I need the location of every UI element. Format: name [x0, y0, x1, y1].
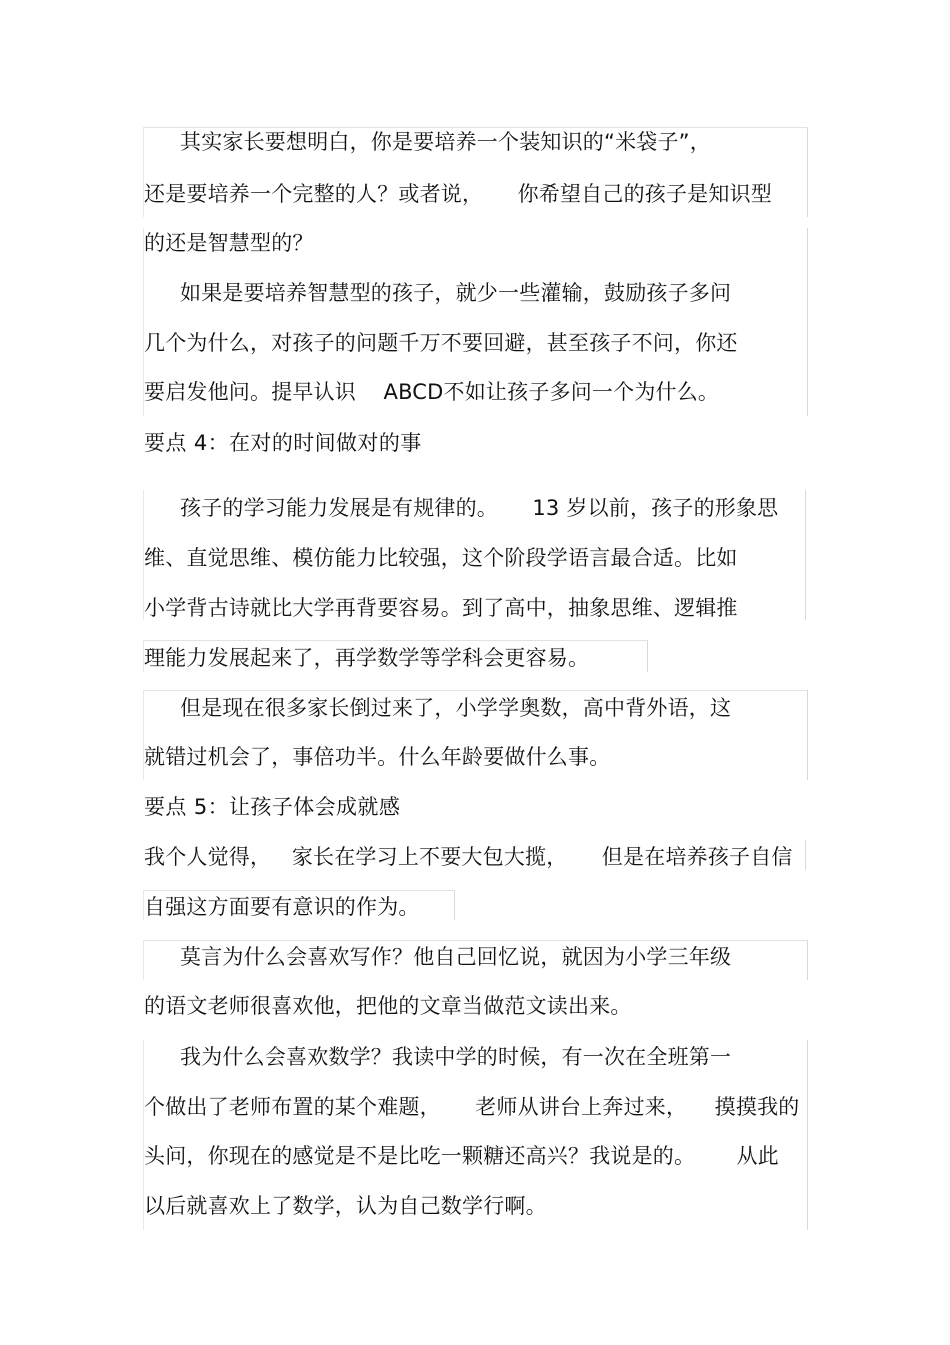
- paragraph-line: 要启发他问。提早认识 ABCD不如让孩子多问一个为什么。: [144, 380, 720, 404]
- paragraph-line: 个做出了老师布置的某个难题， 老师从讲台上奔过来， 摸摸我的: [144, 1095, 800, 1119]
- paragraph-line: 小学背古诗就比大学再背要容易。到了高中，抽象思维、逻辑推: [144, 596, 738, 620]
- paragraph-line: 还是要培养一个完整的人？或者说， 你希望自己的孩子是知识型: [144, 182, 772, 206]
- paragraph-line: 几个为什么，对孩子的问题千万不要回避，甚至孩子不问，你还: [144, 331, 738, 355]
- paragraph-line: 头问，你现在的感觉是不是比吃一颗糖还高兴？我说是的。 从此: [144, 1144, 779, 1168]
- paragraph-line: 我为什么会喜欢数学？我读中学的时候，有一次在全班第一: [180, 1045, 732, 1069]
- paragraph-line: 以后就喜欢上了数学，认为自己数学行啊。: [144, 1194, 547, 1218]
- paragraph-line: 维、直觉思维、模仿能力比较强，这个阶段学语言最合适。比如: [144, 546, 738, 570]
- paragraph-line: 我个人觉得， 家长在学习上不要大包大揽， 但是在培养孩子自信: [144, 845, 793, 869]
- section-heading: 要点 4：在对的时间做对的事: [144, 431, 422, 455]
- paragraph-line: 孩子的学习能力发展是有规律的。 13 岁以前，孩子的形象思: [180, 496, 779, 520]
- paragraph-line: 的语文老师很喜欢他，把他的文章当做范文读出来。: [144, 994, 632, 1018]
- section-heading: 要点 5：让孩子体会成就感: [144, 795, 401, 819]
- paragraph-line: 其实家长要想明白，你是要培养一个装知识的“米袋子”，: [180, 130, 711, 154]
- paragraph-line: 理能力发展起来了，再学数学等学科会更容易。: [144, 646, 590, 670]
- paragraph-line: 但是现在很多家长倒过来了，小学学奥数，高中背外语，这: [180, 696, 732, 720]
- paragraph-line: 莫言为什么会喜欢写作？他自己回忆说，就因为小学三年级: [180, 945, 732, 969]
- paragraph-line: 如果是要培养智慧型的孩子，就少一些灌输，鼓励孩子多问: [180, 281, 732, 305]
- paragraph-line: 就错过机会了，事倍功半。什么年龄要做什么事。: [144, 745, 611, 769]
- paragraph-line: 自强这方面要有意识的作为。: [144, 895, 420, 919]
- paragraph-line: 的还是智慧型的？: [144, 231, 314, 255]
